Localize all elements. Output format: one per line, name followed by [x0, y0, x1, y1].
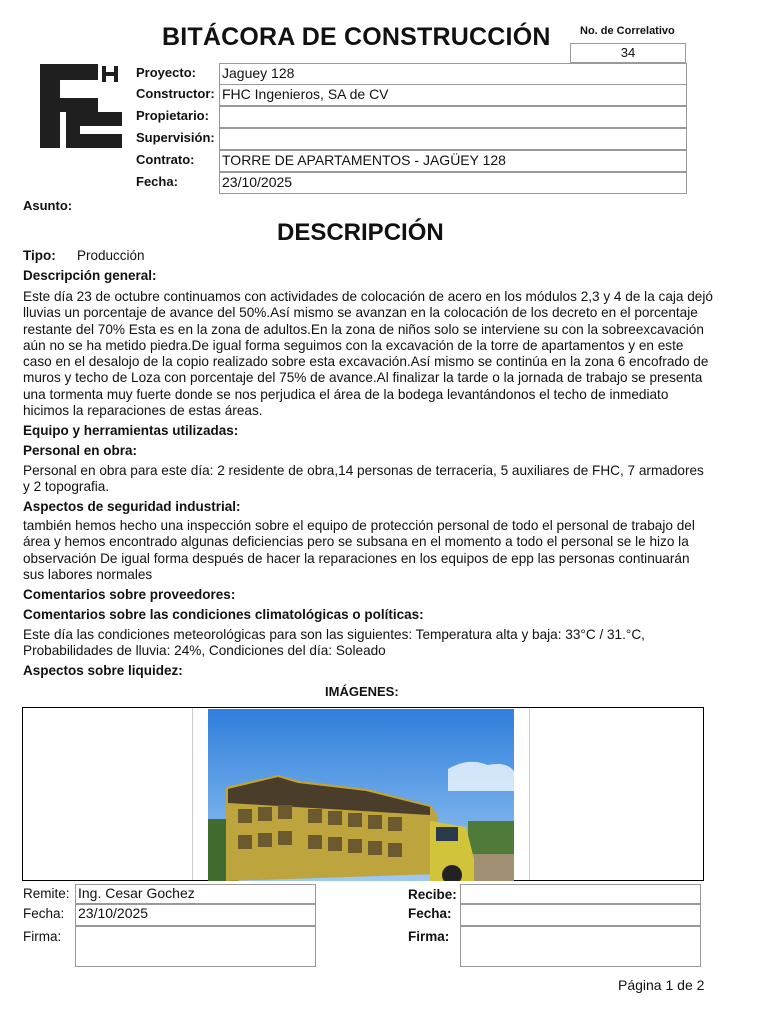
remite-field[interactable]: Ing. Cesar Gochez — [75, 884, 316, 904]
contrato-label: Contrato: — [136, 152, 195, 167]
proveedores-label: Comentarios sobre proveedores: — [23, 587, 236, 602]
clima-label: Comentarios sobre las condiciones climatológicas o políticas: — [23, 607, 424, 622]
remite-fecha-field[interactable]: 23/10/2025 — [75, 904, 316, 926]
proyecto-label: Proyecto: — [136, 65, 196, 80]
propietario-label: Propietario: — [136, 108, 209, 123]
liquidez-label: Aspectos sobre liquidez: — [23, 663, 183, 678]
equipo-label: Equipo y herramientas utilizadas: — [23, 423, 239, 438]
remite-firma-label: Firma: — [23, 929, 62, 944]
tipo-label: Tipo: — [23, 248, 56, 263]
constructor-field[interactable]: FHC Ingenieros, SA de CV — [219, 84, 687, 106]
correlativo-label: No. de Correlativo — [580, 25, 675, 37]
recibe-field[interactable] — [460, 884, 701, 904]
page-number: Página 1 de 2 — [618, 977, 705, 993]
supervision-field[interactable] — [219, 128, 687, 150]
correlativo-value: 34 — [570, 43, 686, 63]
recibe-fecha-field[interactable] — [460, 904, 701, 926]
supervision-label: Supervisión: — [136, 130, 215, 145]
image-divider — [192, 708, 193, 880]
remite-firma-field[interactable] — [75, 926, 316, 967]
proyecto-field[interactable]: Jaguey 128 — [219, 63, 687, 85]
descripcion-general-label: Descripción general: — [23, 268, 157, 283]
clima-text: Este día las condiciones meteorológicas para son las siguientes: Temperatura alta y baja: 33°C / 31.°C, Probabilidades de lluvia: 24%, Condiciones del día: Soleado — [23, 627, 645, 659]
propietario-field[interactable] — [219, 106, 687, 128]
recibe-firma-label: Firma: — [408, 929, 450, 944]
image-divider — [529, 708, 530, 880]
constructor-label: Constructor: — [136, 86, 215, 101]
recibe-fecha-label: Fecha: — [408, 906, 452, 921]
remite-label: Remite: — [23, 886, 70, 901]
personal-text: Personal en obra para este día: 2 residente de obra,14 personas de terraceria, 5 auxiliares de FHC, 7 armadores y 2 topografia. — [23, 463, 704, 495]
imagenes-label: IMÁGENES: — [325, 684, 399, 699]
seguridad-label: Aspectos de seguridad industrial: — [23, 499, 241, 514]
document-title: BITÁCORA DE CONSTRUCCIÓN — [162, 23, 551, 51]
remite-fecha-label: Fecha: — [23, 906, 65, 921]
asunto-label: Asunto: — [23, 198, 73, 213]
contrato-field[interactable]: TORRE DE APARTAMENTOS - JAGÜEY 128 — [219, 150, 687, 172]
fecha-label: Fecha: — [136, 174, 178, 189]
fecha-field[interactable]: 23/10/2025 — [219, 172, 687, 194]
dump-truck-photo[interactable] — [208, 709, 514, 881]
recibe-label: Recibe: — [408, 887, 457, 902]
seguridad-text: también hemos hecho una inspección sobre el equipo de protección personal de todo el personal de trabajo del área y hemos encontrado algunas deficiencias pero se subsana en el momento a todo el personal se le hizo la observación De igual forma después de hacer la reparaciones en los equipos de epp las personas continuarán sus labores normales — [23, 518, 695, 582]
recibe-firma-field[interactable] — [460, 926, 701, 967]
tipo-value: Producción — [77, 248, 145, 263]
personal-label: Personal en obra: — [23, 443, 138, 458]
fhc-logo — [40, 64, 122, 148]
descripcion-title: DESCRIPCIÓN — [277, 219, 444, 246]
descripcion-general-text: Este día 23 de octubre continuamos con actividades de colocación de acero en los módulos 2,3 y 4 de la caja dejó lluvias un porcentaje de avance del 50%.Así mismo se avanzan en la colocación de los decreto en el porcentaje restante del 70% Esta es en la zona de adultos.En la zona de niños solo se interviene su con la sobreexcavación aún no se ha metido piedra.De igual forma seguimos con la excavación de la torre de apartamentos y en este caso en el desalojo de la copio realizado sobre esta excavación.Así mismo se continúa en la zona 6 encofrado de muros y techo de Loza con porcentaje del 75% de avance.Al finalizar la tarde o la jornada de trabajo se presenta una tormenta muy fuerte donde se nos perjudica el área de la bodega levantándonos el techo de inmediato hicimos la reparaciones de estas áreas. — [23, 289, 713, 419]
